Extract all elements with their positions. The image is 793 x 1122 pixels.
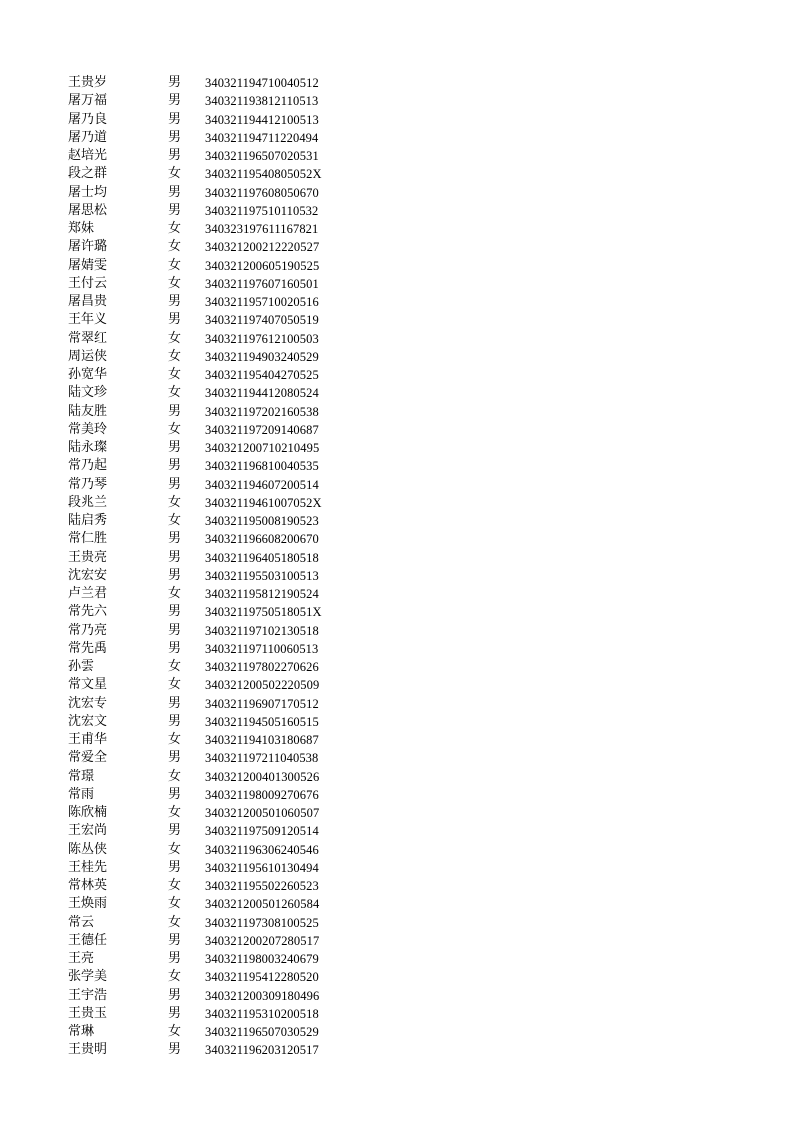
person-gender: 男	[168, 75, 182, 90]
person-id-number: 340321194710040512	[205, 76, 319, 90]
person-name: 王贵亮	[68, 549, 108, 565]
person-name: 王德任	[68, 932, 108, 948]
person-id-number: 340321195610130494	[205, 860, 319, 875]
person-id-number: 340321194711220494	[205, 130, 319, 145]
table-row	[68, 585, 388, 603]
person-name: 常乃起	[68, 458, 108, 474]
table-row	[68, 403, 388, 421]
table-row	[68, 476, 388, 494]
table-row	[68, 74, 388, 92]
person-id-number: 340321197612100503	[205, 331, 319, 346]
person-name: 王贵明	[68, 1042, 108, 1058]
person-name: 常云	[68, 914, 95, 930]
table-row	[68, 311, 388, 329]
person-id-number: 340321197607160501	[205, 276, 319, 291]
table-row	[68, 1005, 388, 1023]
person-id-number: 340321196507030529	[205, 1025, 319, 1039]
person-name: 卢兰君	[68, 586, 108, 601]
person-gender: 女	[168, 878, 182, 893]
table-row	[68, 275, 388, 293]
person-gender: 男	[168, 148, 182, 163]
person-name: 屠士均	[68, 184, 108, 200]
person-name: 王宏尚	[68, 823, 108, 839]
table-row	[68, 184, 388, 202]
table-row	[68, 366, 388, 384]
table-row	[68, 457, 388, 475]
person-gender: 女	[168, 385, 182, 401]
table-row	[68, 877, 388, 895]
person-id-number: 340323197611167821	[205, 222, 319, 236]
person-gender: 男	[168, 93, 182, 109]
person-name: 陆友胜	[68, 403, 108, 419]
person-gender: 男	[168, 932, 182, 948]
table-row	[68, 129, 388, 147]
table-row	[68, 804, 388, 822]
table-row	[68, 111, 388, 129]
person-id-number: 340321195412280520	[205, 970, 319, 985]
table-row	[68, 695, 388, 713]
person-gender: 女	[168, 841, 182, 857]
table-row	[68, 895, 388, 913]
person-gender: 男	[168, 951, 182, 966]
person-name: 常璟	[68, 768, 95, 784]
person-id-number: 340321195404270525	[205, 368, 319, 382]
person-id-number: 340321193812110513	[205, 94, 319, 109]
person-name: 常文星	[68, 677, 108, 693]
person-gender: 女	[168, 494, 182, 510]
person-name: 常乃亮	[68, 622, 108, 638]
person-id-number: 340321197509120514	[205, 824, 319, 839]
person-id-number: 340321196810040535	[205, 459, 319, 474]
table-row	[68, 512, 388, 530]
person-gender: 男	[168, 859, 182, 875]
person-gender: 女	[168, 1024, 182, 1039]
table-row	[68, 841, 388, 859]
person-name: 沈宏安	[68, 567, 108, 583]
person-gender: 女	[168, 421, 182, 437]
table-row	[68, 530, 388, 548]
person-id-number: 340321197209140687	[205, 422, 319, 437]
person-id-number: 340321195502260523	[205, 879, 319, 893]
table-row	[68, 950, 388, 968]
person-name: 王贵岁	[68, 75, 108, 90]
person-gender: 女	[168, 166, 182, 182]
person-gender: 男	[168, 987, 182, 1003]
person-gender: 男	[168, 184, 182, 200]
table-row	[68, 257, 388, 275]
person-gender: 女	[168, 969, 182, 985]
person-id-number: 340321194412080524	[205, 386, 319, 401]
table-row	[68, 439, 388, 457]
person-name: 常林英	[68, 878, 108, 893]
person-gender: 女	[168, 914, 182, 930]
table-row	[68, 220, 388, 238]
person-gender: 女	[168, 221, 182, 236]
person-name: 陆启秀	[68, 513, 108, 528]
person-name: 常翠红	[68, 330, 108, 346]
person-name: 常美玲	[68, 421, 108, 437]
person-name: 沈宏文	[68, 713, 108, 729]
roster-table	[68, 74, 388, 1060]
person-name: 孙雲	[68, 659, 95, 674]
person-gender: 男	[168, 129, 182, 145]
person-id-number: 340321197110060513	[205, 641, 319, 656]
table-row	[68, 293, 388, 311]
person-id-number: 340321196608200670	[205, 532, 319, 547]
person-gender: 男	[168, 713, 182, 729]
person-gender: 女	[168, 513, 182, 528]
table-row	[68, 822, 388, 840]
person-name: 陆文珍	[68, 385, 108, 401]
person-id-number: 340321195812190524	[205, 587, 319, 601]
person-id-number: 340321198009270676	[205, 787, 319, 802]
person-name: 屠乃良	[68, 111, 108, 127]
person-name: 王年义	[68, 312, 108, 328]
person-name: 常乃琴	[68, 476, 108, 492]
person-id-number: 340321200502220509	[205, 678, 320, 693]
person-name: 孙宽华	[68, 367, 108, 382]
person-name: 王甫华	[68, 732, 108, 747]
table-row	[68, 640, 388, 658]
person-name: 常琳	[68, 1024, 95, 1039]
person-id-number: 340321195008190523	[205, 514, 319, 528]
table-row	[68, 202, 388, 220]
table-row	[68, 731, 388, 749]
person-gender: 男	[168, 458, 182, 474]
table-row	[68, 494, 388, 512]
table-row	[68, 348, 388, 366]
person-id-number: 340321197802270626	[205, 660, 319, 674]
person-gender: 女	[168, 348, 182, 364]
person-gender: 女	[168, 275, 182, 291]
person-id-number: 340321195710020516	[205, 295, 319, 309]
person-gender: 女	[168, 805, 182, 820]
person-id-number: 340321197211040538	[205, 751, 319, 766]
person-name: 屠乃道	[68, 129, 108, 145]
person-name: 张学美	[68, 969, 108, 985]
person-gender: 男	[168, 111, 182, 127]
person-name: 陆永璨	[68, 440, 108, 455]
person-id-number: 340321200501060507	[205, 806, 320, 820]
person-name: 陈丛侠	[68, 841, 108, 857]
person-name: 常先禹	[68, 640, 108, 656]
person-gender: 男	[168, 1005, 182, 1021]
table-row	[68, 749, 388, 767]
table-row	[68, 1041, 388, 1059]
person-gender: 女	[168, 239, 182, 255]
person-gender: 男	[168, 312, 182, 328]
person-name: 周运侠	[68, 348, 108, 364]
person-name: 屠许璐	[68, 239, 108, 255]
person-id-number: 340321197608050670	[205, 185, 319, 200]
person-gender: 男	[168, 567, 182, 583]
table-row	[68, 859, 388, 877]
table-row	[68, 786, 388, 804]
table-row	[68, 330, 388, 348]
person-name: 王付云	[68, 275, 108, 291]
table-row	[68, 421, 388, 439]
person-name: 王焕雨	[68, 896, 108, 912]
person-id-number: 340321194607200514	[205, 477, 319, 492]
person-id-number: 340321200207280517	[205, 933, 320, 948]
table-row	[68, 147, 388, 165]
person-id-number: 340321195310200518	[205, 1006, 319, 1021]
person-id-number: 340321195503100513	[205, 568, 319, 583]
person-id-number: 340321200605190525	[205, 258, 320, 273]
person-id-number: 340321196306240546	[205, 842, 319, 857]
table-row	[68, 238, 388, 256]
person-id-number: 34032119461007052X	[205, 495, 322, 510]
person-name: 赵培光	[68, 148, 108, 163]
table-row	[68, 165, 388, 183]
person-name: 王贵玉	[68, 1005, 108, 1021]
table-row	[68, 914, 388, 932]
table-row	[68, 603, 388, 621]
person-name: 屠昌贵	[68, 294, 108, 309]
person-id-number: 340321194412100513	[205, 112, 319, 127]
person-id-number: 340321200710210495	[205, 441, 320, 455]
person-name: 王宇浩	[68, 987, 108, 1003]
person-id-number: 340321200212220527	[205, 240, 320, 255]
person-id-number: 34032119750518051X	[205, 605, 322, 620]
person-name: 屠万福	[68, 93, 108, 109]
table-row	[68, 968, 388, 986]
person-gender: 女	[168, 367, 182, 382]
person-gender: 女	[168, 768, 182, 784]
person-gender: 男	[168, 403, 182, 419]
person-name: 常爱全	[68, 750, 108, 766]
person-id-number: 340321196405180518	[205, 550, 319, 565]
person-id-number: 340321196203120517	[205, 1043, 319, 1058]
person-name: 常雨	[68, 786, 95, 802]
person-name: 段之群	[68, 166, 108, 182]
person-id-number: 340321194505160515	[205, 714, 319, 729]
table-row	[68, 713, 388, 731]
person-gender: 女	[168, 257, 182, 273]
table-row	[68, 1023, 388, 1041]
person-gender: 男	[168, 622, 182, 638]
person-gender: 男	[168, 1042, 182, 1058]
table-row	[68, 768, 388, 786]
table-row	[68, 622, 388, 640]
person-id-number: 340321194103180687	[205, 733, 319, 747]
person-id-number: 340321198003240679	[205, 952, 319, 966]
person-gender: 女	[168, 732, 182, 747]
person-name: 郑妹	[68, 221, 95, 236]
person-name: 屠婧雯	[68, 257, 108, 273]
person-id-number: 340321196507020531	[205, 149, 319, 163]
person-name: 陈欣楠	[68, 805, 108, 820]
person-gender: 男	[168, 476, 182, 492]
person-gender: 女	[168, 659, 182, 674]
person-id-number: 340321197102130518	[205, 623, 319, 638]
person-id-number: 340321197510110532	[205, 203, 319, 218]
person-gender: 男	[168, 695, 182, 711]
person-gender: 女	[168, 586, 182, 601]
person-gender: 男	[168, 640, 182, 656]
person-gender: 男	[168, 440, 182, 455]
person-id-number: 340321200401300526	[205, 769, 320, 784]
person-id-number: 340321197308100525	[205, 915, 319, 930]
person-gender: 男	[168, 549, 182, 565]
person-id-number: 340321200501260584	[205, 897, 320, 912]
person-name: 王亮	[68, 951, 95, 966]
person-gender: 男	[168, 786, 182, 802]
table-row	[68, 567, 388, 585]
person-name: 王桂先	[68, 859, 108, 875]
person-id-number: 340321200309180496	[205, 988, 320, 1003]
person-gender: 男	[168, 750, 182, 766]
table-row	[68, 549, 388, 567]
table-row	[68, 92, 388, 110]
person-id-number: 340321196907170512	[205, 696, 319, 711]
table-row	[68, 658, 388, 676]
person-id-number: 340321197202160538	[205, 404, 319, 419]
person-id-number: 34032119540805052X	[205, 167, 322, 182]
person-name: 常仁胜	[68, 531, 108, 547]
table-row	[68, 932, 388, 950]
person-id-number: 340321194903240529	[205, 349, 319, 364]
person-name: 段兆兰	[68, 494, 108, 510]
person-gender: 男	[168, 202, 182, 218]
person-gender: 男	[168, 823, 182, 839]
person-gender: 女	[168, 330, 182, 346]
person-id-number: 340321197407050519	[205, 313, 319, 328]
table-row	[68, 676, 388, 694]
person-name: 屠思松	[68, 202, 108, 218]
person-name: 沈宏专	[68, 695, 108, 711]
person-name: 常先六	[68, 604, 108, 620]
person-gender: 男	[168, 294, 182, 309]
table-row	[68, 384, 388, 402]
person-gender: 男	[168, 604, 182, 620]
table-row	[68, 987, 388, 1005]
person-gender: 男	[168, 531, 182, 547]
person-gender: 女	[168, 896, 182, 912]
person-gender: 女	[168, 677, 182, 693]
